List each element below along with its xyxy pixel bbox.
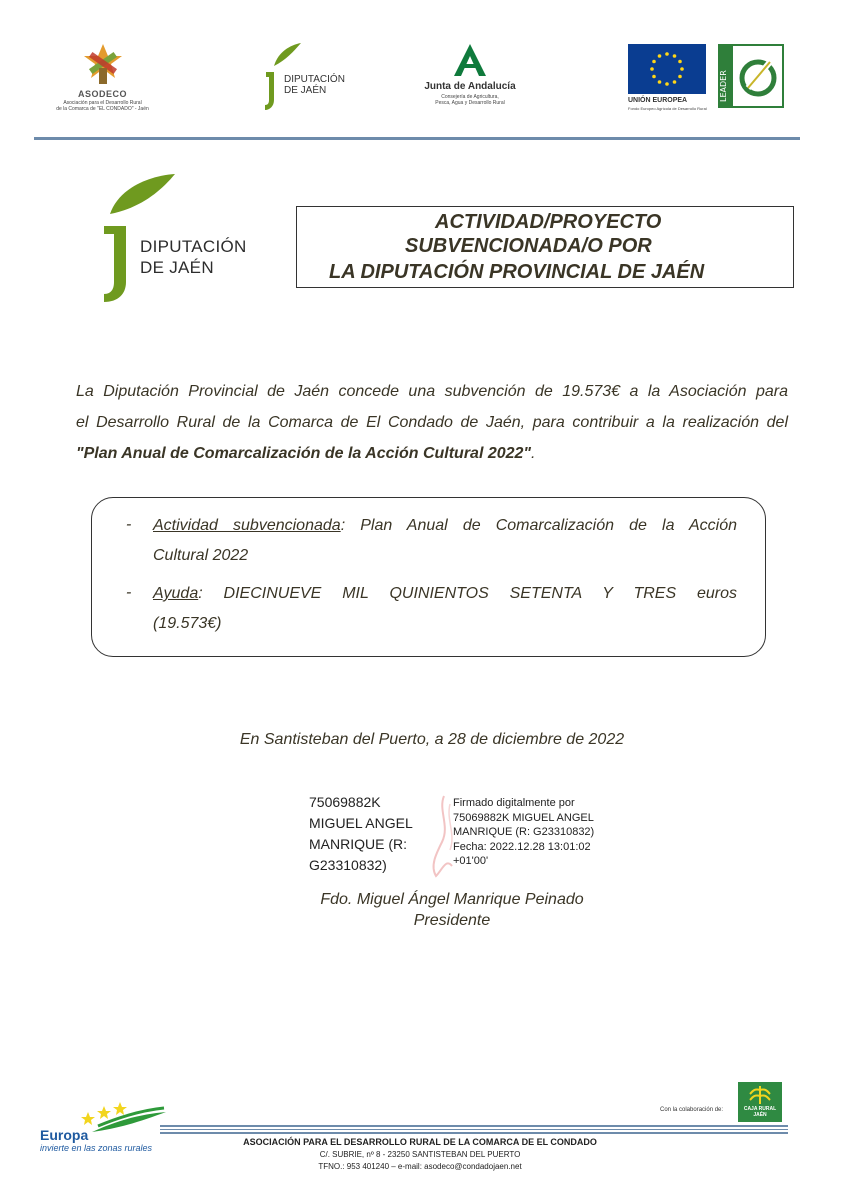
- footer-contact: TFNO.: 953 401240 – e-mail: asodeco@condadojaen.net: [318, 1162, 522, 1171]
- junta-subtitle: Consejería de Agricultura, Pesca, Agua y Desarrollo Rural: [435, 94, 505, 106]
- activity-value-cont: Cultural 2022: [153, 547, 249, 564]
- diputacion-small-logo: [262, 42, 362, 112]
- caja-rural-name: CAJA RURAL JAÉN: [743, 1106, 777, 1118]
- svg-text:LEADER: LEADER: [719, 70, 728, 102]
- signer-role: Presidente: [413, 912, 491, 929]
- eu-logo: [628, 44, 710, 114]
- junta-andalucia-logo: [420, 42, 520, 114]
- aid-label: Ayuda: [153, 585, 199, 602]
- leader-logo: [718, 44, 784, 108]
- signer-name: Fdo. Miguel Ángel Manrique Peinado: [320, 891, 584, 908]
- leader-emblem-icon: [718, 44, 784, 108]
- activity-value: : Plan Anual de Comarcalización de la Acción: [340, 517, 738, 534]
- diputacion-big-name: DIPUTACIÓN DE JAÉN: [140, 237, 247, 277]
- footer-address: C/. SUBRIE, nº 8 - 23250 SANTISTEBAN DEL PUERTO: [319, 1150, 521, 1159]
- asodeco-emblem-icon: [78, 42, 128, 88]
- collaboration-label: Con la colaboración de:: [660, 1107, 724, 1113]
- paragraph-line-3: "Plan Anual de Comarcalización de la Acción Cultural 2022".: [76, 445, 536, 462]
- footer-divider: [160, 1125, 788, 1135]
- europa-stars-swoosh-icon: [78, 1100, 168, 1136]
- title-line-3: LA DIPUTACIÓN PROVINCIAL DE JAÉN: [329, 261, 705, 283]
- europa-title: Europa: [40, 1127, 89, 1143]
- europa-logo: [38, 1100, 168, 1160]
- signature-name-block: 75069882K MIGUEL ANGEL MANRIQUE (R: G23310832): [309, 794, 413, 873]
- diputacion-small-name: DIPUTACIÓN DE JAÉN: [284, 74, 345, 96]
- aid-value-cont: (19.573€): [153, 615, 222, 632]
- activity-item: [153, 511, 737, 571]
- asodeco-logo: [50, 40, 155, 120]
- bullet-activity: -: [126, 516, 132, 533]
- caja-rural-wheat-icon: [738, 1082, 782, 1108]
- eu-flag-icon: [628, 44, 706, 94]
- grant-paragraph: [76, 376, 788, 469]
- junta-name: Junta de Andalucía: [424, 81, 516, 92]
- diputacion-big-logo: [100, 170, 270, 310]
- asodeco-name: ASODECO: [77, 89, 127, 99]
- title-line-1: ACTIVIDAD/PROYECTO: [435, 211, 662, 233]
- junta-emblem-icon: [452, 42, 488, 78]
- place-date: En Santisteban del Puerto, a 28 de diciembre de 2022: [239, 731, 625, 748]
- eu-subtitle: Fondo Europeo Agrícola de Desarrollo Rural: [628, 106, 707, 111]
- paragraph-line-2: el Desarrollo Rural de la Comarca de El Condado de Jaén, para contribuir a la realización del: [76, 414, 788, 431]
- title-box: [296, 206, 794, 288]
- digital-signature-details: Firmado digitalmente por 75069882K MIGUEL ANGEL MANRIQUE (R: G23310832) Fecha: 2022.12.28 13:01:02 +01'00': [453, 797, 595, 867]
- title-line-2: SUBVENCIONADA/O POR: [405, 235, 652, 257]
- europa-subtitle: invierte en las zonas rurales: [40, 1143, 153, 1153]
- eu-name: UNIÓN EUROPEA: [628, 97, 688, 104]
- asodeco-subtitle: Asociación para el Desarrollo Rural de la Comarca de "EL CONDADO" - Jaén: [56, 100, 149, 112]
- signer-block: [0, 889, 842, 931]
- details-box: [91, 497, 766, 657]
- bullet-aid: -: [126, 584, 132, 601]
- footer-org-name: ASOCIACIÓN PARA EL DESARROLLO RURAL DE LA COMARCA DE EL CONDADO: [243, 1137, 597, 1147]
- aid-value: : DIECINUEVE MIL QUINIENTOS SETENTA Y TRES euros: [198, 585, 737, 602]
- aid-item: [153, 579, 737, 639]
- header-divider: [34, 137, 800, 140]
- paragraph-line-1: La Diputación Provincial de Jaén concede una subvención de 19.573€ a la Asociación para: [76, 383, 788, 400]
- activity-label: Actividad subvencionada: [153, 517, 341, 534]
- plan-name: "Plan Anual de Comarcalización de la Acción Cultural 2022": [76, 445, 532, 462]
